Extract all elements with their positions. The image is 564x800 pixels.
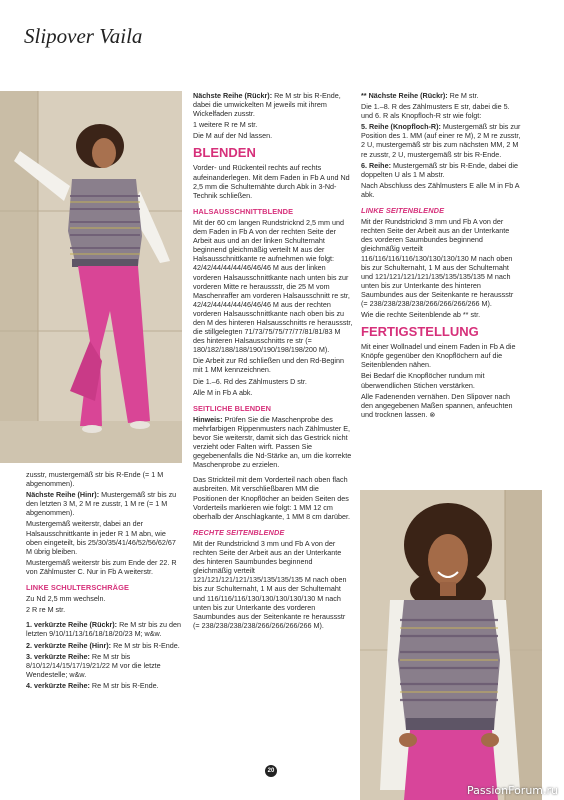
row-text: Re M str.: [447, 91, 479, 100]
paragraph: Mit einer Wollnadel und einem Faden in Fb A die Knöpfe gegenüber den Knopflöchern auf die Seitenblenden nähen.: [361, 342, 516, 370]
row-label: 3. verkürzte Reihe:: [26, 651, 90, 661]
column-middle: [193, 91, 353, 632]
paragraph: [193, 415, 353, 470]
paragraph: Mit der Rundstricknd 3 mm und Fb A von der rechten Seite der Arbeit aus an der Unterkante des hinteren Saumbundes beginnend gleichmäßig verteilt 121/121/121/121/135/135/135/135 M nach oben bis zur Schulternaht, 1 M aus der Schulternaht und 116/116/116/130/130/130/130/130 M nach unten bis zur Unterkante des vorderen Saumbundes aus der Seitenkante re heraussstr (= 238/238/238/238/266/266/266/266 M).: [193, 538, 347, 630]
note-text: Prüfen Sie die Maschenprobe des mehrfarbigen Rippenmusters nach Zählmuster E, bevor Sie weiterstr, damit sich das Gestrick nicht verzieht oder Falten wirft. Passen Sie gegebenenfalls die Nd-Stärke an, um die korrekte Maschenprobe zu erzielen.: [193, 414, 352, 470]
watermark: PassionForum.ru: [467, 784, 558, 797]
row-text: Re M str bis 8/10/12/14/15/17/19/21/22 M vor die letzte Wendestelle; w&w.: [26, 651, 161, 679]
paragraph: [361, 161, 521, 179]
paragraph: Die M auf der Nd lassen.: [193, 131, 273, 141]
row-label: 5. Reihe (Knopfloch-R):: [361, 122, 441, 132]
paragraph: Mit der Rundstricknd 3 mm und Fb A von der rechten Seite der Arbeit aus an der Unterkante des vorderen Saumbundes beginnend gleichmäßig verteilt 116/116/116/116/130/130/130/130 M nach oben bis zur Schulternaht, 1 M aus der Schulternaht und 121/121/121/121/135/135/135/135 M nach unten bis zur Unterkante des hinteren Saumbundes aus der Seitenkante re heraussstr (= 238/238/238/238/266/266/266/266 M).: [361, 217, 514, 308]
paragraph: [26, 641, 182, 650]
row-label: 2. verkürzte Reihe (Hinr):: [26, 640, 112, 650]
paragraph: 1 weitere R re M str.: [193, 120, 258, 130]
section-heading: SEITLICHE BLENDEN: [193, 403, 272, 413]
paragraph: Nach Abschluss des Zählmusters E alle M in Fb A abk.: [361, 180, 520, 199]
paragraph: Das Strickteil mit dem Vorderteil nach oben flach ausbreiten. Mit verschließbaren MM die Positionen der Knopflöcher an beiden Seiten des Vorderteils markieren wie folgt: 1 MM 12 cm oberhalb der Anschlagkante, 1 MM 8 cm darüber.: [193, 475, 351, 521]
column-left: [26, 470, 182, 692]
row-text: Mustergemäß str bis zur Position des 1. MM (auf einer re M), 2 M re zusstr, 2 U, mustergemäß str bis zum nächsten MM, 2 M re zusstr, 2 U, mustergemäß str bis R-Ende.: [361, 122, 521, 159]
section-heading: HALSAUSSCHNITTBLENDE: [193, 206, 294, 216]
paragraph: [26, 681, 182, 690]
paragraph: zusstr, mustergemäß str bis R-Ende (= 1 M abgenommen).: [26, 470, 164, 489]
paragraph: Die Arbeit zur Rd schließen und den Rd-Beginn mit 1 MM kennzeichnen.: [193, 356, 345, 375]
section-heading: FERTIGSTELLUNG: [361, 324, 479, 340]
row-text: Mustergemäß str bis zu den letzten 3 M, 2 M re zusstr, 1 M re (= 1 M abgenommen).: [26, 490, 177, 518]
row-text: Re M str bis zu den letzten 9/10/11/13/16/18/18/20/23 M; w&w.: [26, 620, 181, 639]
row-label: 6. Reihe:: [361, 160, 391, 170]
paragraph: [26, 490, 182, 517]
paragraph: [26, 620, 182, 638]
model-photo-top: [0, 91, 182, 463]
row-text: Re M str bis R-Ende.: [89, 680, 159, 690]
row-label: 1. verkürzte Reihe (Rückr):: [26, 620, 118, 630]
page-number: 20: [265, 765, 277, 777]
section-heading: LINKE SEITENBLENDE: [361, 206, 445, 216]
paragraph: Vorder- und Rückenteil rechts auf rechts aufeinanderlegen. Mit dem Faden in Fb A und Nd 2,5 mm die Schulternähte durch Abk in 3-Nd-Technik schließen.: [193, 163, 350, 200]
row-text: Re M str bis R-Ende.: [111, 640, 180, 650]
paragraph: Alle M in Fb A abk.: [193, 387, 253, 397]
paragraph: Bei Bedarf die Knopflöcher rundum mit überwendlichen Stichen verstärken.: [361, 371, 485, 390]
paragraph: Die 1.–6. Rd des Zählmusters D str.: [193, 376, 307, 386]
paragraph: Mustergemäß weiterstr bis zum Ende der 22. R von Zählmuster C. Nur in Fb A weiterstr.: [26, 557, 177, 576]
paragraph: Zu Nd 2,5 mm wechseln.: [26, 594, 106, 604]
section-heading: BLENDEN: [193, 145, 256, 161]
row-label: Nächste Reihe (Rückr):: [193, 91, 273, 100]
paragraph: [361, 122, 521, 158]
row-text: Mustergemäß str bis R-Ende, dabei die doppelten U als 1 M abstr.: [361, 160, 519, 179]
section-heading: LINKE SCHULTERSCHRÄGE: [26, 583, 129, 593]
paragraph: 2 R re M str.: [26, 605, 66, 615]
page-title: Slipover Vaila: [24, 24, 143, 48]
section-heading: RECHTE SEITENBLENDE: [193, 527, 285, 537]
row-label: 4. verkürzte Reihe:: [26, 680, 90, 690]
column-right: [361, 91, 521, 421]
paragraph: Mit der 60 cm langen Rundstricknd 2,5 mm und dem Faden in Fb A von der rechten Seite der Arbeit aus und an der linken Schulternaht beginnend gleichmäßig verteilt M aus der Halsausschnittkante re aufnehmen wie folgt: 42/42/44/44/44/46/46/46 M aus der linken vorderen Halsausschnittkante nach unten bis zur vorderen Mitte re heraussstr, die 25 M vom Maschenraffer am vorderen Halsausschnitt re str, 42/42/44/44/44/46/46/46 M aus der rechten vorderen Halsausschnittkante nach oben bis zu den M des hinteren Halsausschnitts re heraussstr, die stillgelegten 71/73/75/75/77/77/81/81/83 M des hinteren Halsausschnitts re str (= 180/182/188/188/190/190/198/198/200 M).: [193, 217, 353, 355]
paragraph: Mustergemäß weiterstr, dabei an der Halsausschnittkante in jeder R 1 M abn, wie oben eingeteilt, bis 25/30/35/41/46/52/56/62/67 M übrig bleiben.: [26, 519, 176, 556]
row-text: Re M str bis R-Ende, dabei die umwickelten M jeweils mit ihrem Wickelfaden zusstr.: [193, 91, 341, 119]
model-photo-bottom: [360, 490, 542, 800]
paragraph: [26, 652, 182, 679]
note-label: Hinweis:: [193, 414, 223, 424]
paragraph: Wie die rechte Seitenblende ab ** str.: [361, 310, 481, 320]
paragraph: [193, 91, 353, 118]
paragraph: Die 1.–8. R des Zählmusters E str, dabei die 5. und 6. R als Knopfloch-R str wie folgt:: [361, 102, 510, 121]
row-label: Nächste Reihe (Hinr):: [26, 490, 100, 500]
row-label: ** Nächste Reihe (Rückr):: [361, 91, 448, 100]
paragraph: [361, 91, 521, 100]
paragraph: Alle Fadenenden vernähen. Den Slipover nach den angegebenen Maßen spannen, anfeuchten und trocknen lassen. ⊗: [361, 391, 513, 419]
